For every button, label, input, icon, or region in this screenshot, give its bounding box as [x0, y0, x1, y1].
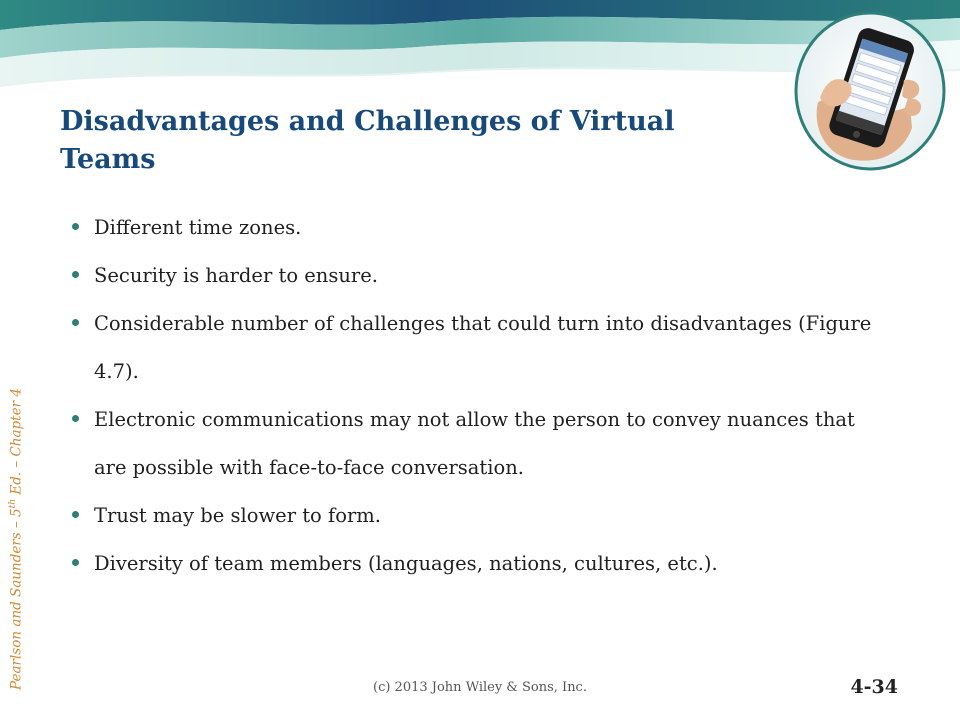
bullet-text: Security is harder to ensure.: [94, 264, 378, 287]
bullet-text: Different time zones.: [94, 216, 302, 239]
bullet-item: [70, 300, 890, 396]
bullet-icon: [72, 223, 79, 230]
bullet-item: [70, 396, 890, 492]
side-caption: Pearlson and Saunders – 5th Ed. – Chapter 4: [8, 388, 25, 690]
copyright-footer: (c) 2013 John Wiley & Sons, Inc.: [373, 680, 587, 695]
bullet-text: Considerable number of challenges that could turn into disadvantages (Figure 4.7).: [94, 312, 872, 383]
bullet-item: [70, 492, 890, 540]
hand-holding-smartphone-icon: [792, 10, 948, 172]
bullet-icon: [72, 415, 79, 422]
bullet-item: [70, 540, 890, 588]
bullet-icon: [72, 559, 79, 566]
bullet-text: Trust may be slower to form.: [94, 504, 381, 527]
bullet-text: Electronic communications may not allow the person to convey nuances that are possible with face-to-face conversation.: [94, 408, 855, 479]
bullet-icon: [72, 319, 79, 326]
bullet-icon: [72, 271, 79, 278]
bullet-item: [70, 252, 890, 300]
bullet-icon: [72, 511, 79, 518]
slide-title: Disadvantages and Challenges of Virtual Teams: [60, 106, 675, 175]
bullet-item: [70, 204, 890, 252]
slide-number: 4-34: [850, 676, 898, 698]
bullet-text: Diversity of team members (languages, nations, cultures, etc.).: [94, 552, 718, 575]
bullet-list: [70, 204, 890, 588]
